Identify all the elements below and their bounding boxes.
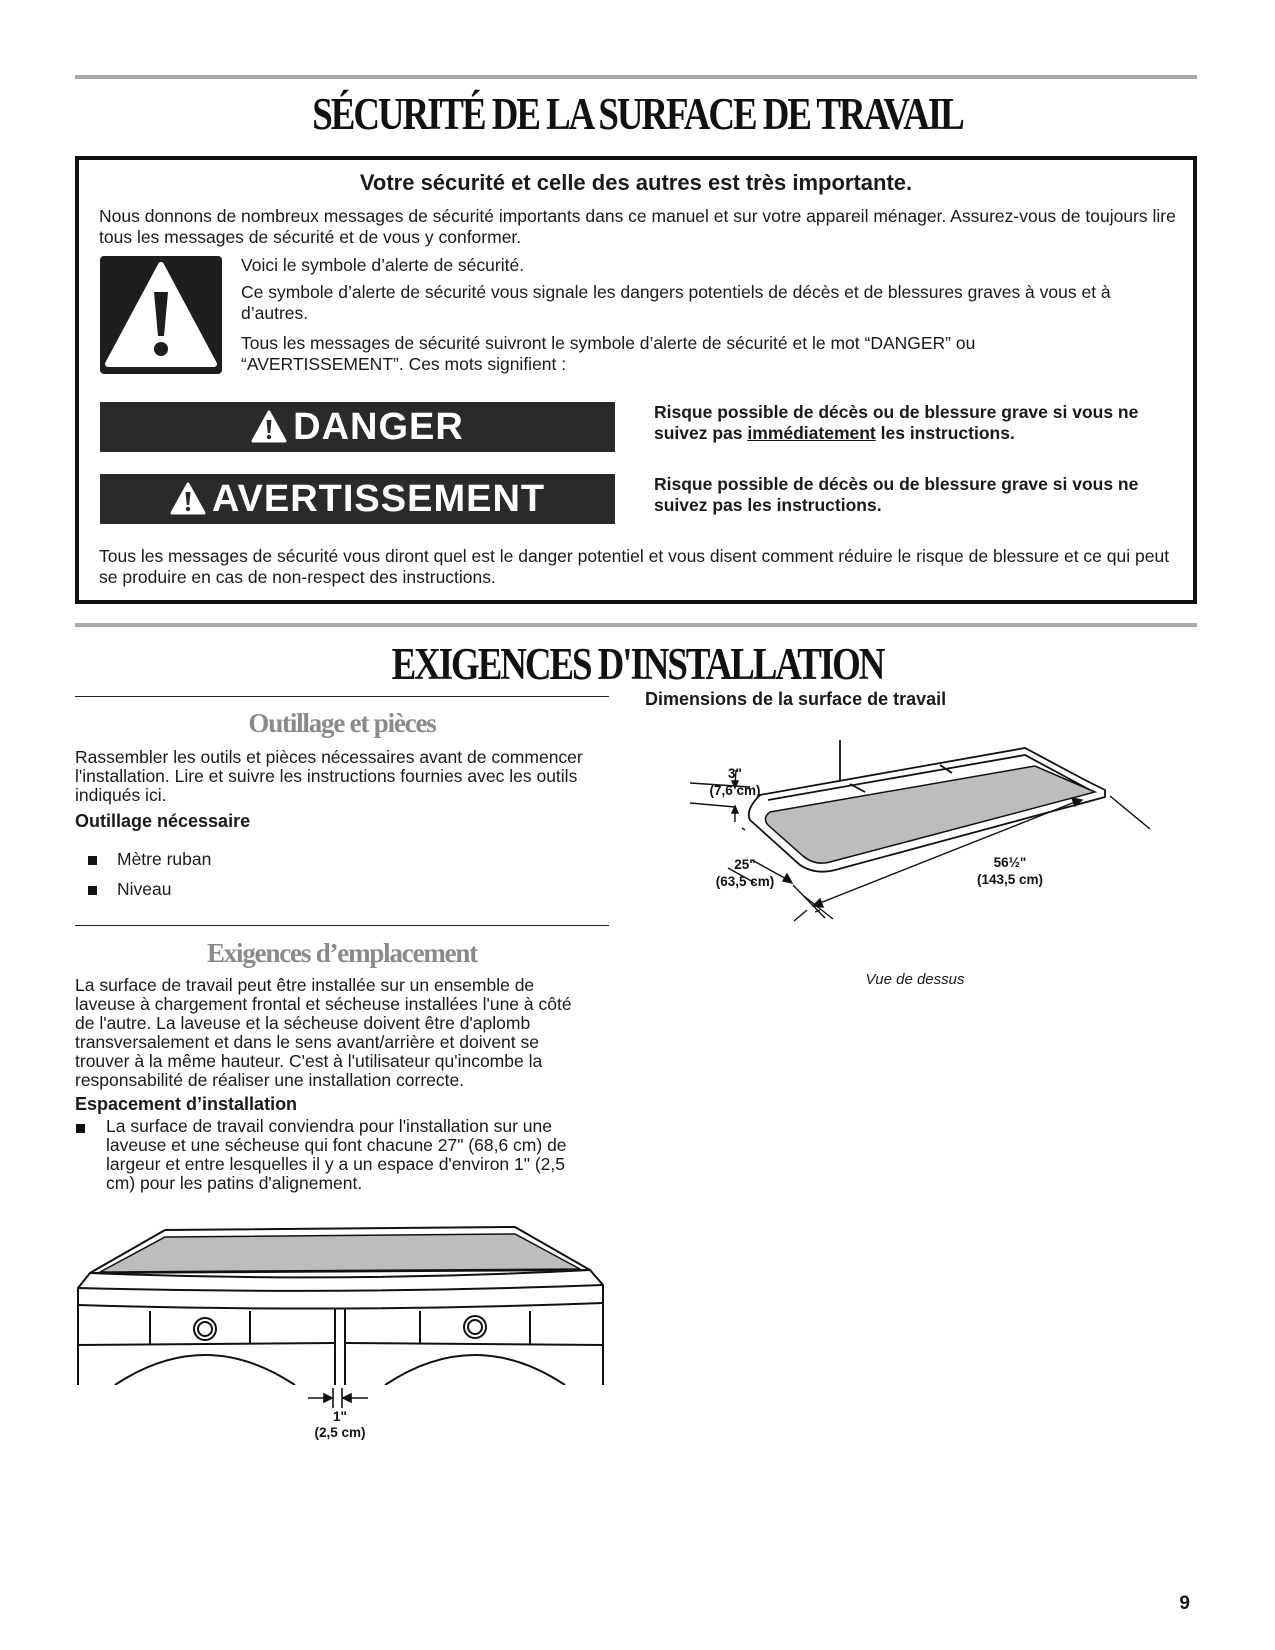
washer-dryer-drawing xyxy=(75,1225,615,1385)
gap-dimension-arrows xyxy=(290,1386,390,1410)
spacing-bullet-text: La surface de travail conviendra pour l'installation sur une laveuse et une sécheuse qui font chacune 27" (68,6 cm) de largeur et entre lesquelles il y a un espace d'environ 1" (2,5 cm) pour les patins d'alignement. xyxy=(106,1116,567,1193)
dim-width-in: 25" xyxy=(734,857,756,872)
dim-depth-cm: (7,6 cm) xyxy=(709,783,761,798)
danger-description: Risque possible de décès ou de blessure grave si vous ne suivez pas immédiatement les instructions. xyxy=(654,402,1139,443)
warning-label: AVERTISSEMENT xyxy=(211,477,546,520)
dim-width-cm: (63,5 cm) xyxy=(715,874,775,889)
dim-depth-in: 3" xyxy=(728,766,742,781)
dim-length-in: 56½" xyxy=(993,855,1027,870)
symbol-text-2: Ce symbole d’alerte de sécurité vous signale les dangers potentiels de décès et de blessures graves à vous et à d’autres. xyxy=(241,282,1111,323)
safety-footer: Tous les messages de sécurité vous diront quel est le danger potentiel et vous disent comment réduire le risque de blessure et ce qui peut se produire en cas de non-respect des instructions. xyxy=(99,546,1170,587)
tools-title: Outillage et pièces xyxy=(248,708,436,738)
safety-alert-symbol xyxy=(100,256,222,374)
bullet-icon xyxy=(88,856,97,865)
warning-signal-word xyxy=(100,474,615,524)
symbol-text-1: Voici le symbole d’alerte de sécurité. xyxy=(241,255,525,275)
bullet-icon xyxy=(76,1124,85,1133)
warning-description: Risque possible de décès ou de blessure grave si vous ne suivez pas les instructions. xyxy=(654,474,1139,515)
section-rule xyxy=(75,623,1197,627)
dim-length-cm: (143,5 cm) xyxy=(976,872,1044,887)
tools-rule xyxy=(75,696,609,697)
tool-item: Mètre ruban xyxy=(117,849,212,869)
danger-signal-word xyxy=(100,402,615,452)
washer-dryer-illustration xyxy=(75,1225,615,1385)
safety-intro: Nous donnons de nombreux messages de sécurité importants dans ce manuel et sur votre appareil ménager. Assurez-vous de toujours lire tous les messages de sécurité et de vous y conformer. xyxy=(99,206,1176,247)
warning-triangle-icon xyxy=(170,482,206,516)
warning-triangle-icon xyxy=(251,410,287,444)
tools-needed-heading: Outillage nécessaire xyxy=(75,811,251,831)
location-title: Exigences d’emplacement xyxy=(206,938,478,968)
dimensions-heading: Dimensions de la surface de travail xyxy=(645,689,947,709)
tool-item: Niveau xyxy=(117,879,172,899)
safety-title: SÉCURITÉ DE LA SURFACE DE TRAVAIL xyxy=(312,89,963,139)
gap-label-in: 1" xyxy=(333,1409,347,1424)
warning-triangle-icon xyxy=(100,256,222,374)
danger-label: DANGER xyxy=(293,405,464,448)
page-number: 9 xyxy=(1179,1593,1190,1614)
location-text: La surface de travail peut être installée sur un ensemble de laveuse à chargement frontal et sécheuse installées l'une à côté de l'autre. La laveuse et la sécheuse doivent être d'aplomb transversalement et dans le sens avant/arrière et doivent se trouver à la même hauteur. C'est à l'utilisateur qu'incombe la responsabilité de réaliser une installation correcte. xyxy=(75,975,572,1090)
spacing-heading: Espacement d’installation xyxy=(75,1094,298,1114)
tools-intro: Rassembler les outils et pièces nécessaires avant de commencer l'installation. Lire et suivre les instructions fournies avec les outils indiqués ici. xyxy=(75,747,583,805)
symbol-text-3: Tous les messages de sécurité suivront le symbole d’alerte de sécurité et le mot “DANGER” ou “AVERTISSEMENT”. Ces mots signifient : xyxy=(241,333,976,374)
safety-heading: Votre sécurité et celle des autres est très importante. xyxy=(359,170,913,195)
danger-desc-underlined: immédiatement xyxy=(747,423,876,443)
top-rule xyxy=(75,75,1197,79)
gap-label-cm: (2,5 cm) xyxy=(314,1425,366,1440)
view-caption: Vue de dessus xyxy=(865,971,965,988)
install-title: EXIGENCES D'INSTALLATION xyxy=(391,639,884,689)
location-rule xyxy=(75,925,609,926)
bullet-icon xyxy=(88,886,97,895)
